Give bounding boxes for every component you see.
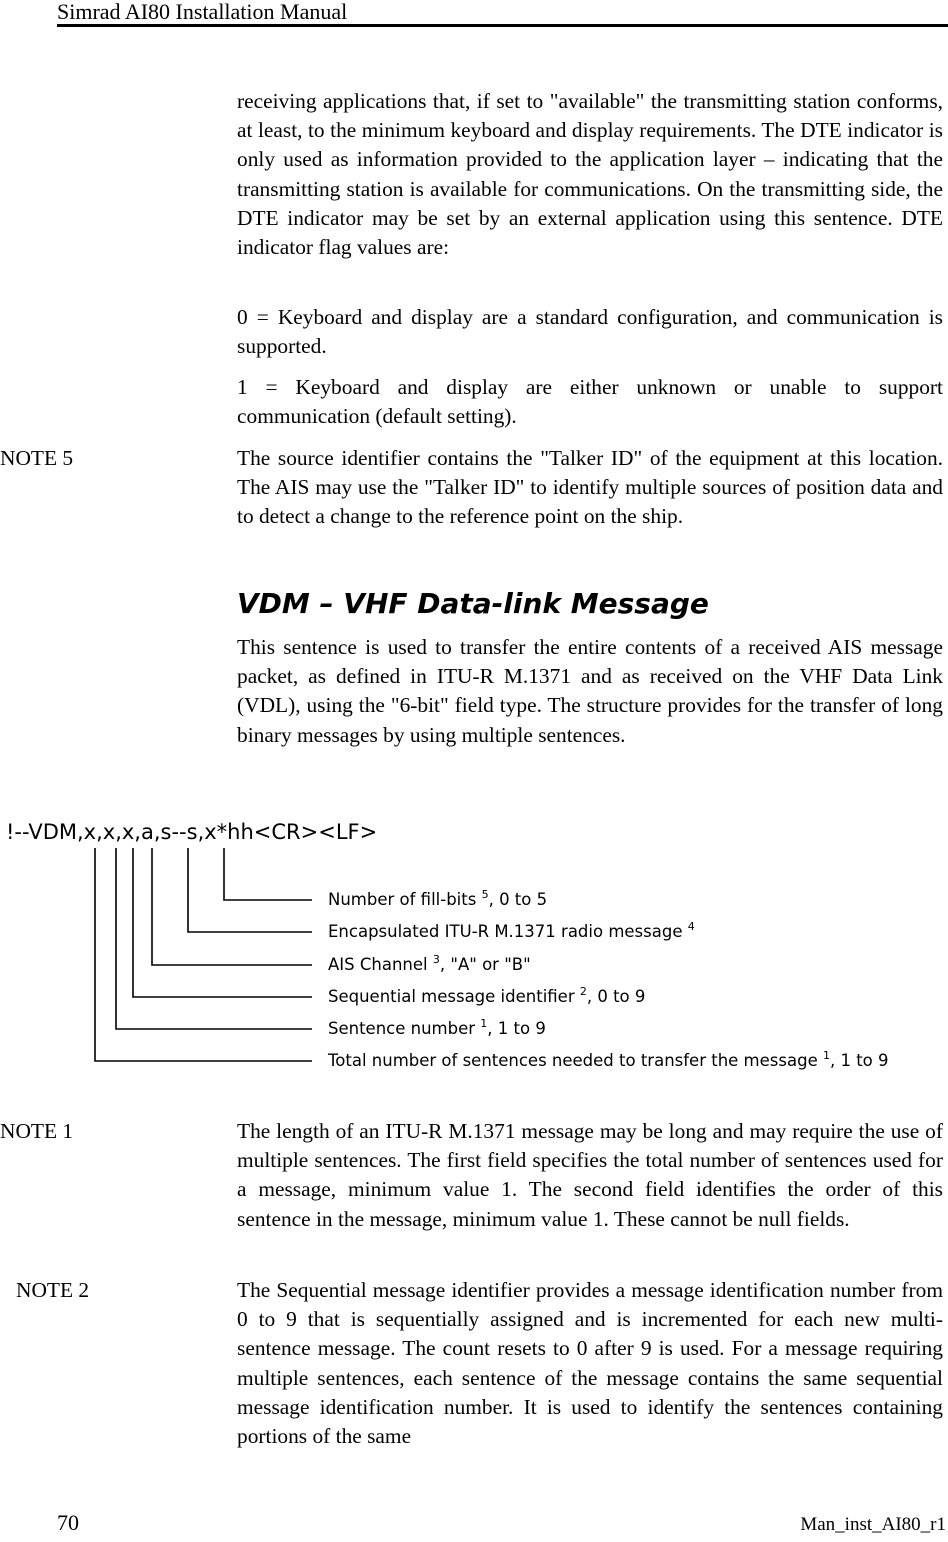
dte-flag-1-paragraph: 1 = Keyboard and display are either unknown or unable to support communication (default setting). (237, 375, 943, 429)
page-number: 70 (57, 1510, 79, 1535)
leader-ais-channel (152, 848, 312, 965)
dte-flag-0-paragraph: 0 = Keyboard and display are a standard configuration, and communication is supported. (237, 305, 943, 359)
sentence-format: !--VDM,x,x,x,a,s--s,x*hh<CR><LF> (6, 820, 378, 844)
vdm-sentence-diagram (0, 815, 948, 1075)
field-label-ais-channel: AIS Channel $^3$, "A" or "B" (328, 953, 531, 974)
leader-sentence-number (116, 848, 312, 1029)
dte-paragraph: receiving applications that, if set to "available" the transmitting station conforms, at least, to the minimum keyboard and display requirements. The DTE indicator is only used as information provided to the application layer – indicating that the transmitting station is available for communications. On the transmitting side, the DTE indicator may be set by an external application using this sentence. DTE indicator flag values are: (237, 89, 943, 260)
document-id: Man_inst_AI80_r1 (800, 1514, 946, 1535)
header-rule (57, 24, 948, 27)
field-label-encapsulated-message: Encapsulated ITU-R M.1371 radio message $^4$ (328, 920, 695, 941)
field-label-sequential-identifier: Sequential message identifier $^2$, 0 to 9 (328, 985, 646, 1006)
section-heading: VDM – VHF Data-link Message (237, 587, 709, 620)
note-1-label: NOTE 1 (0, 1119, 74, 1143)
note-2-text: The Sequential message identifier provides a message identification number from 0 to 9 that is sequentially assigned and is incremented for each new multi-sentence message. The count resets to 0 after 9 is used. For a message requiring multiple sentences, each sentence of the message contains the same sequential message identification number. It is used to identify the sentences containing portions of the same (237, 1278, 943, 1449)
leader-fill-bits (224, 848, 312, 900)
field-label-fill-bits: Number of fill-bits $^5$, 0 to 5 (328, 888, 548, 909)
section-intro: This sentence is used to transfer the entire contents of a received AIS message packet, as defined in ITU-R M.1371 and as received on the VHF Data Link (VDL), using the "6-bit" field type. The structure provides for the transfer of long binary messages by using multiple sentences. (237, 635, 943, 747)
field-label-total-sentences: Total number of sentences needed to transfer the message $^1$, 1 to 9 (328, 1049, 889, 1070)
leader-encapsulated-message (188, 848, 312, 932)
note-5-label: NOTE 5 (0, 446, 74, 470)
note-2-label: NOTE 2 (16, 1278, 90, 1302)
leader-sequential-identifier (133, 848, 312, 997)
running-header: Simrad AI80 Installation Manual (57, 0, 348, 24)
note-1-text: The length of an ITU-R M.1371 message may be long and may require the use of multiple sentences. The first field specifies the total number of sentences used for a message, minimum value 1. The second field identifies the order of this sentence in the message, minimum value 1. These cannot be null fields. (237, 1119, 943, 1231)
note-5-text: The source identifier contains the "Talker ID" of the equipment at this location. The AIS may use the "Talker ID" to identify multiple sources of position data and to detect a change to the reference point on the ship. (237, 446, 943, 529)
field-leader-lines (95, 848, 312, 1061)
field-label-sentence-number: Sentence number $^1$, 1 to 9 (328, 1017, 546, 1038)
